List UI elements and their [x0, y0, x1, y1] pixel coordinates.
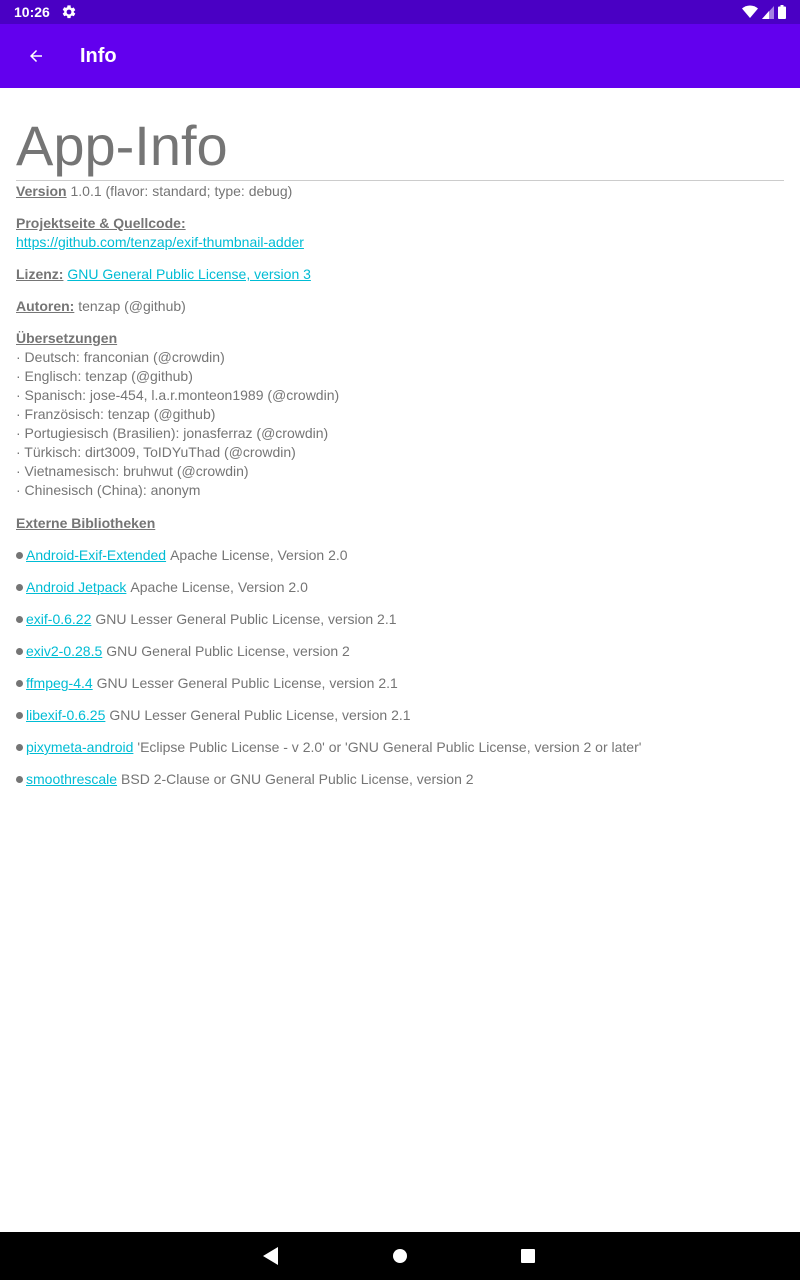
library-item: [16, 674, 784, 693]
library-license: 'Eclipse Public License - v 2.0' or 'GNU General Public License, version 2 or later': [137, 739, 642, 755]
app-bar-title: Info: [80, 45, 117, 67]
version-row: [16, 182, 784, 201]
nav-home-button[interactable]: [388, 1244, 412, 1268]
library-item: [16, 578, 784, 597]
page-title: App-Info: [16, 114, 784, 181]
translation-item: · Portugiesisch (Brasilien): jonasferraz (@crowdin): [16, 425, 329, 441]
nav-home-circle-icon: [392, 1248, 408, 1264]
library-link[interactable]: Android Jetpack: [26, 579, 127, 595]
gear-icon: [61, 4, 77, 20]
library-link[interactable]: Android-Exif-Extended: [26, 547, 167, 563]
info-content: [16, 88, 784, 802]
library-item: [16, 770, 784, 789]
authors-row: [16, 297, 784, 316]
arrow-back-icon: [27, 47, 45, 65]
library-license: GNU General Public License, version 2: [106, 643, 350, 659]
nav-back-triangle-icon: [263, 1247, 279, 1265]
back-button[interactable]: [20, 40, 52, 72]
library-link[interactable]: smoothrescale: [26, 771, 118, 787]
translations-label: Übersetzungen: [16, 330, 118, 346]
version-value: 1.0.1 (flavor: standard; type: debug): [70, 183, 293, 199]
license-label: Lizenz:: [16, 266, 64, 282]
project-row: [16, 214, 784, 252]
libraries-section: [16, 514, 784, 789]
library-license: BSD 2-Clause or GNU General Public License, version 2: [121, 771, 474, 787]
libraries-label: Externe Bibliotheken: [16, 515, 156, 531]
signal-icon: [762, 5, 774, 19]
libraries-list: [16, 546, 784, 789]
library-license: Apache License, Version 2.0: [130, 579, 308, 595]
translation-item: · Türkisch: dirt3009, ToIDYuThad (@crowdin): [16, 444, 296, 460]
nav-recents-square-icon: [520, 1248, 536, 1264]
library-item: [16, 546, 784, 565]
wifi-icon: [742, 5, 758, 19]
nav-back-button[interactable]: [259, 1244, 283, 1268]
library-link[interactable]: pixymeta-android: [26, 739, 134, 755]
translation-item: · Französisch: tenzap (@github): [16, 406, 216, 422]
library-item: [16, 642, 784, 661]
library-license: GNU Lesser General Public License, version 2.1: [96, 675, 398, 691]
bullet-icon: [16, 616, 23, 623]
bullet-icon: [16, 712, 23, 719]
translation-item: · Spanisch: jose-454, l.a.r.monteon1989 (@crowdin): [16, 387, 340, 403]
authors-label: Autoren:: [16, 298, 75, 314]
translations-section: [16, 329, 784, 500]
status-icons: [742, 4, 786, 20]
translation-item: · Chinesisch (China): anonym: [16, 482, 201, 498]
library-license: Apache License, Version 2.0: [170, 547, 348, 563]
navigation-bar: [0, 1232, 800, 1280]
status-bar: [0, 0, 800, 24]
battery-icon: [778, 5, 786, 19]
translation-item: · Englisch: tenzap (@github): [16, 368, 193, 384]
library-link[interactable]: libexif-0.6.25: [26, 707, 106, 723]
bullet-icon: [16, 552, 23, 559]
bullet-icon: [16, 744, 23, 751]
translation-item: · Deutsch: franconian (@crowdin): [16, 349, 225, 365]
status-time: 10:26: [14, 4, 50, 20]
nav-recents-button[interactable]: [516, 1244, 540, 1268]
library-link[interactable]: exif-0.6.22: [26, 611, 92, 627]
license-row: [16, 265, 784, 284]
version-label: Version: [16, 183, 67, 199]
bullet-icon: [16, 584, 23, 591]
authors-value: tenzap (@github): [78, 298, 186, 314]
library-item: [16, 706, 784, 725]
bullet-icon: [16, 680, 23, 687]
translation-item: · Vietnamesisch: bruhwut (@crowdin): [16, 463, 249, 479]
library-license: GNU Lesser General Public License, version 2.1: [109, 707, 411, 723]
app-bar: [0, 24, 800, 88]
project-label: Projektseite & Quellcode:: [16, 215, 186, 231]
license-link[interactable]: GNU General Public License, version 3: [67, 266, 311, 282]
translations-list: [16, 348, 784, 500]
library-item: [16, 610, 784, 629]
library-link[interactable]: ffmpeg-4.4: [26, 675, 93, 691]
library-license: GNU Lesser General Public License, version 2.1: [95, 611, 397, 627]
library-item: [16, 738, 784, 757]
bullet-icon: [16, 648, 23, 655]
bullet-icon: [16, 776, 23, 783]
library-link[interactable]: exiv2-0.28.5: [26, 643, 103, 659]
project-link[interactable]: https://github.com/tenzap/exif-thumbnail-adder: [16, 234, 304, 250]
